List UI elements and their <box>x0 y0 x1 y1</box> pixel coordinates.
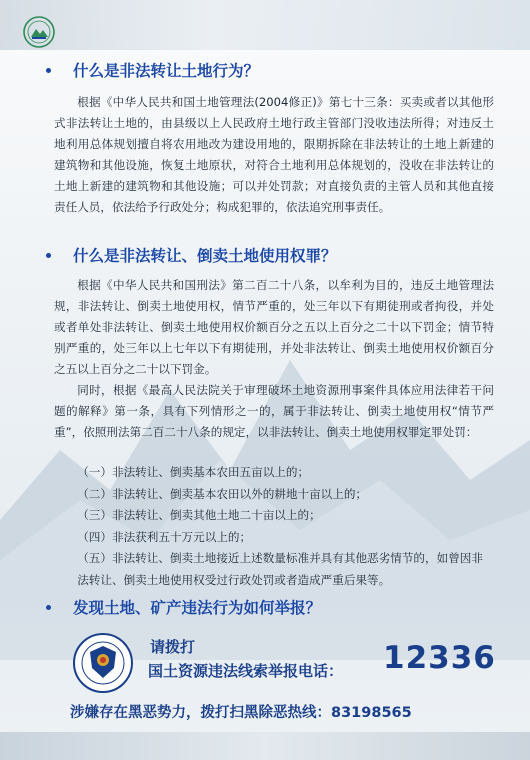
anti-gang-hotline: 涉嫌存在黑恶势力，拨打扫黑除恶热线：83198565 <box>70 705 412 721</box>
section-3-title-text: 发现土地、矿产违法行为如何举报？ <box>73 599 322 617</box>
bottom-banner <box>0 732 530 760</box>
section-3-title <box>46 596 321 618</box>
list-item: （一）非法转让、倒卖基本农田五亩以上的； <box>77 465 310 479</box>
section-2-body-1: 根据《中华人民共和国刑法》第二百二十八条，以牟利为目的，违反土地管理法规，非法转让、倒卖土地使用权，情节严重的，处三年以下有期徒刑或者拘役，并处或者单处非法转让、倒卖土地使用权价额百分之五以上百分之二十以下罚金；情节特别严重的，处三年以上七年以下有期徒刑，并处非法转让、倒卖土地使用权价额百分之五以上百分之二十以下罚金。 <box>54 278 494 376</box>
section-1-title-text: 什么是非法转让土地行为？ <box>73 62 260 80</box>
list-item: （三）非法转让、倒卖其他土地二十亩以上的； <box>77 508 321 522</box>
section-2-body-2: 同时，根据《最高人民法院关于审理破坏土地资源刑事案件具体应用法律若干问题的解释》第一条，具有下列情形之一的，属于非法转让、倒卖土地使用权“情节严重”，依照刑法第二百二十八条的规定，以非法转让、倒卖土地使用权罪定罪处罚： <box>54 383 494 439</box>
hotline-number: 12336 <box>383 640 496 676</box>
badge-emblem-icon <box>72 632 134 694</box>
top-banner <box>0 0 530 50</box>
bullet-icon <box>46 68 51 73</box>
section-2-title-text: 什么是非法转让、倒卖土地使用权罪？ <box>73 247 337 265</box>
criteria-list <box>54 462 494 591</box>
section-1-title <box>46 59 259 81</box>
logo-icon <box>22 15 56 49</box>
bullet-icon <box>46 605 51 610</box>
list-item: （四）非法获利五十万元以上的； <box>77 529 252 544</box>
call-label: 请拨打 <box>150 638 196 656</box>
list-item: （二）非法转让、倒卖基本农田以外的耕地十亩以上的； <box>77 486 368 501</box>
list-item: （五）非法转让、倒卖土地接近上述数量标准并具有其他恶劣情节的，如曾因非法转让、倒卖土地使用权受过行政处罚或者造成严重后果等。 <box>77 551 483 587</box>
section-2-title <box>46 244 337 266</box>
section-1-body: 根据《中华人民共和国土地管理法(2004修正)》第七十三条：买卖或者以其他形式非法转让土地的，由县级以上人民政府土地行政主管部门没收违法所得；对违反土地利用总体规划擅自将农用地改为建设用地的，限期拆除在非法转让的土地上新建的建筑物和其他设施，恢复土地原状，对符合土地利用总体规划的，没收在非法转让的土地上新建的建筑物和其他设施；可以并处罚款；对直接负责的主管人员和其他直接责任人员，依法给予行政处分；构成犯罪的，依法追究刑事责任。 <box>54 95 494 214</box>
hotline-label: 国土资源违法线索举报电话： <box>148 662 344 680</box>
bullet-icon <box>46 253 51 258</box>
